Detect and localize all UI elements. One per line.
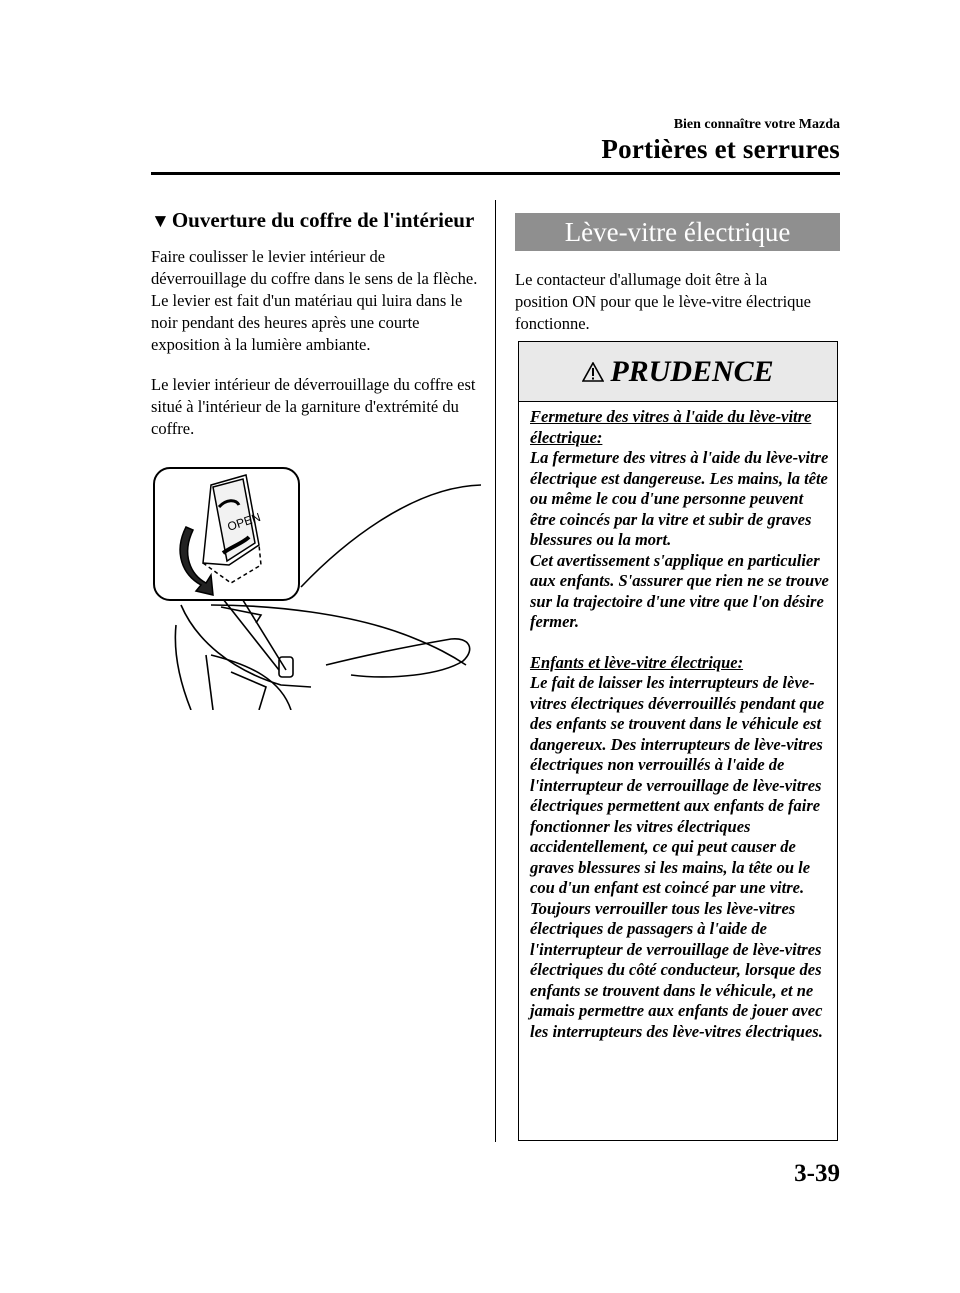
power-window-intro: Le contacteur d'allumage doit être à la position ON pour que le lève-vitre électrique fonctionne. [515,270,811,333]
caution-subheading-children: Enfants et lève-vitre électrique: [530,652,744,672]
open-label: OPEN [225,510,263,534]
right-column [515,213,840,335]
caution-text-children-note: Cet avertissement s'applique en particulier aux enfants. S'assurer que rien ne se trouve sur la trajectoire d'une vitre que l'on désire fermer. [530,550,829,631]
trunk-release-paragraph-2: Le levier intérieur de déverrouillage du coffre est situé à l'intérieur de la garniture d'extrémité du coffre. [151,375,476,438]
section-title: Portières et serrures [601,134,840,164]
caution-box [518,341,838,1141]
caution-text-children: Le fait de laisser les interrupteurs de lève-vitres électriques déverrouillés pendant que des enfants se trouvent dans le véhicule est dangereux. Des interrupteurs de lève-vitres électriques non verrouillés à l'aide de l'interrupteur de verrouillage de lève-vitres électriques permettent aux enfants de faire fonctionner les vitres électriques accidentellement, ce qui peut causer de graves blessures si les mains, la tête ou le cou d'un enfant est coincé par une vitre. Toujours verrouiller tous les lève-vitres électriques de passagers à l'aide de l'interrupteur de verrouillage de lève-vitres électriques du côté conducteur, lorsque des enfants se trouvent dans le véhicule, et ne jamais permettre aux enfants de jouer avec les interrupteurs des lève-vitres électriques. [530,673,825,1041]
caution-subheading-closing: Fermeture des vitres à l'aide du lève-vitre électrique: [530,407,812,447]
subsection-heading [151,208,481,233]
triangle-marker-icon: ▼ [151,211,170,232]
warning-triangle-icon [582,362,604,382]
trunk-release-paragraph-1: Faire coulisser le levier intérieur de déverrouillage du coffre dans le sens de la flèche. Le levier est fait d'un matériau qui luira dans le noir pendant des heures après une courte exposition à la lumière ambiante. [151,247,478,354]
header-rule [151,172,840,175]
subsection-heading-text: Ouverture du coffre de l'intérieur [171,208,475,232]
caution-header [519,342,837,402]
caution-title: PRUDENCE [610,354,774,388]
caution-body [519,402,837,1042]
caution-text-closing: La fermeture des vitres à l'aide du lève-vitre électrique est dangereuse. Les mains, la tête ou même le cou d'une personne peuvent être coincés par la vitre et subir de graves blessures ou la mort. [530,448,829,549]
power-window-banner: Lève-vitre électrique [515,213,840,251]
column-divider [495,200,496,1142]
page-number: 3-39 [794,1160,840,1187]
chapter-title: Bien connaître votre Mazda [673,117,840,132]
left-column [151,208,481,458]
trunk-release-illustration [151,465,481,710]
